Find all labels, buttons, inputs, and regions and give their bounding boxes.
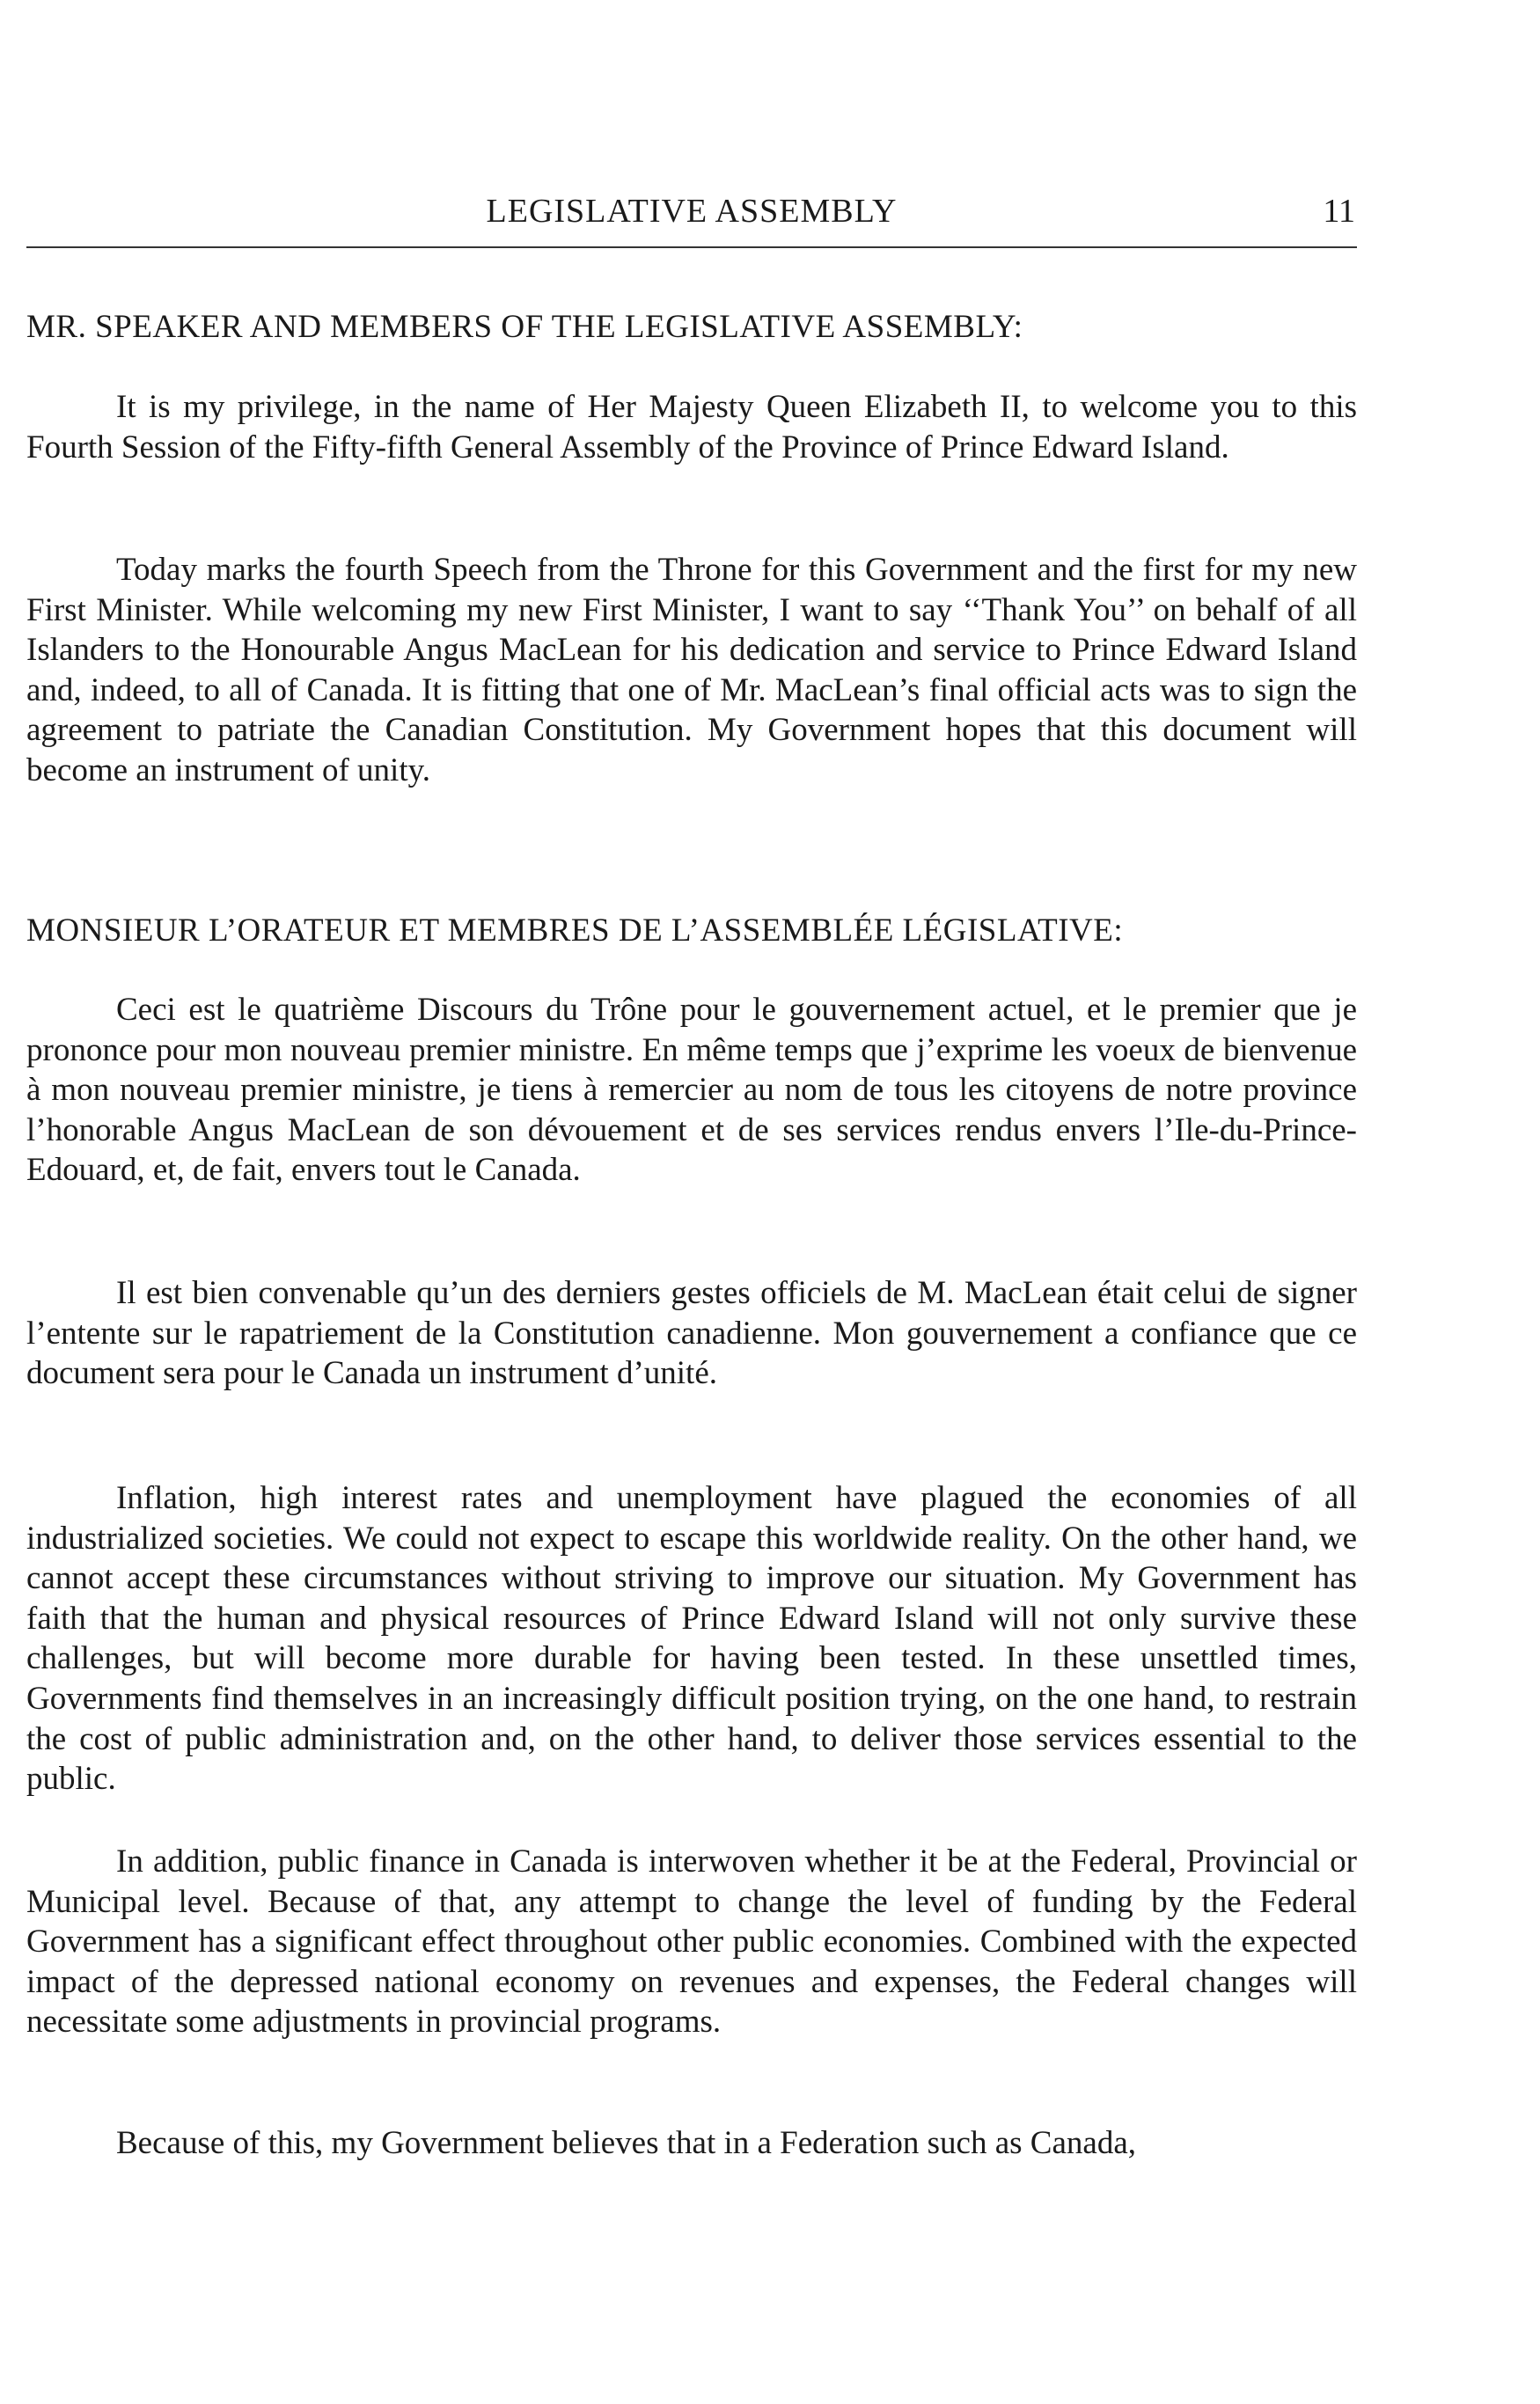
header-rule [26, 246, 1357, 248]
running-header [26, 192, 1357, 231]
paragraph-french-welcome: Ceci est le quatrième Discours du Trône pour le gouvernement actuel, et le premier que je prononce pour mon nouveau premier ministre. En même temps que j’exprime les voeux de bienvenue à mon nouveau premier ministre, je tiens à remercier au nom de tous les citoyens de notre province l’honorable Angus MacLean de son dévouement et de ses services rendus envers l’Ile-du-Prince-Edouard, et, de fait, envers tout le Canada. [26, 992, 1357, 1189]
paragraph-welcome: It is my privilege, in the name of Her Majesty Queen Elizabeth II, to welcome you to this Fourth Session of the Fifty-fifth General Assembly of the Province of Prince Edward Island. [26, 389, 1357, 465]
running-title: LEGISLATIVE ASSEMBLY [486, 193, 898, 230]
french-address-heading: MONSIEUR L’ORATEUR ET MEMBRES DE L’ASSEMBLÉE LÉGISLATIVE: [26, 912, 1124, 949]
paragraph-public-finance: In addition, public finance in Canada is interwoven whether it be at the Federal, Provincial or Municipal level. Because of that, any attempt to change the level of funding by the Federal Government has a significant effect throughout other public economies. Combined with the expected impact of the depressed national economy on revenues and expenses, the Federal changes will necessitate some adjustments in provincial programs. [26, 1843, 1357, 2041]
paragraph-federation: Because of this, my Government believes that in a Federation such as Canada, [116, 2125, 1136, 2161]
page-number: 11 [1323, 193, 1355, 230]
paragraph-inflation: Inflation, high interest rates and unemployment have plagued the economies of all industrialized societies. We could not expect to escape this worldwide reality. On the other hand, we cannot accept these circumstances without striving to improve our situation. My Government has faith that the human and physical resources of Prince Edward Island will not only survive these challenges, but will become more durable for having been tested. In these unsettled times, Governments find themselves in an increasingly difficult position trying, on the one hand, to restrain the cost of public administration and, on the other hand, to deliver those services essential to the public. [26, 1480, 1357, 1798]
document-page [26, 0, 1357, 2404]
english-address-heading: MR. SPEAKER AND MEMBERS OF THE LEGISLATIVE ASSEMBLY: [26, 309, 1023, 345]
paragraph-french-constitution: Il est bien convenable qu’un des derniers gestes officiels de M. MacLean était celui de signer l’entente sur le rapatriement de la Constitution canadienne. Mon gouvernement a confiance que ce document sera pour le Canada un instrument d’unité. [26, 1275, 1357, 1392]
paragraph-throne-speech: Today marks the fourth Speech from the Throne for this Government and the first for my new First Minister. While welcoming my new First Minister, I want to say ‘‘Thank You’’ on behalf of all Islanders to the Honourable Angus MacLean for his dedication and service to Prince Edward Island and, indeed, to all of Canada. It is fitting that one of Mr. MacLean’s final official acts was to sign the agreement to patriate the Canadian Constitution. My Government hopes that this document will become an instrument of unity. [26, 552, 1357, 788]
